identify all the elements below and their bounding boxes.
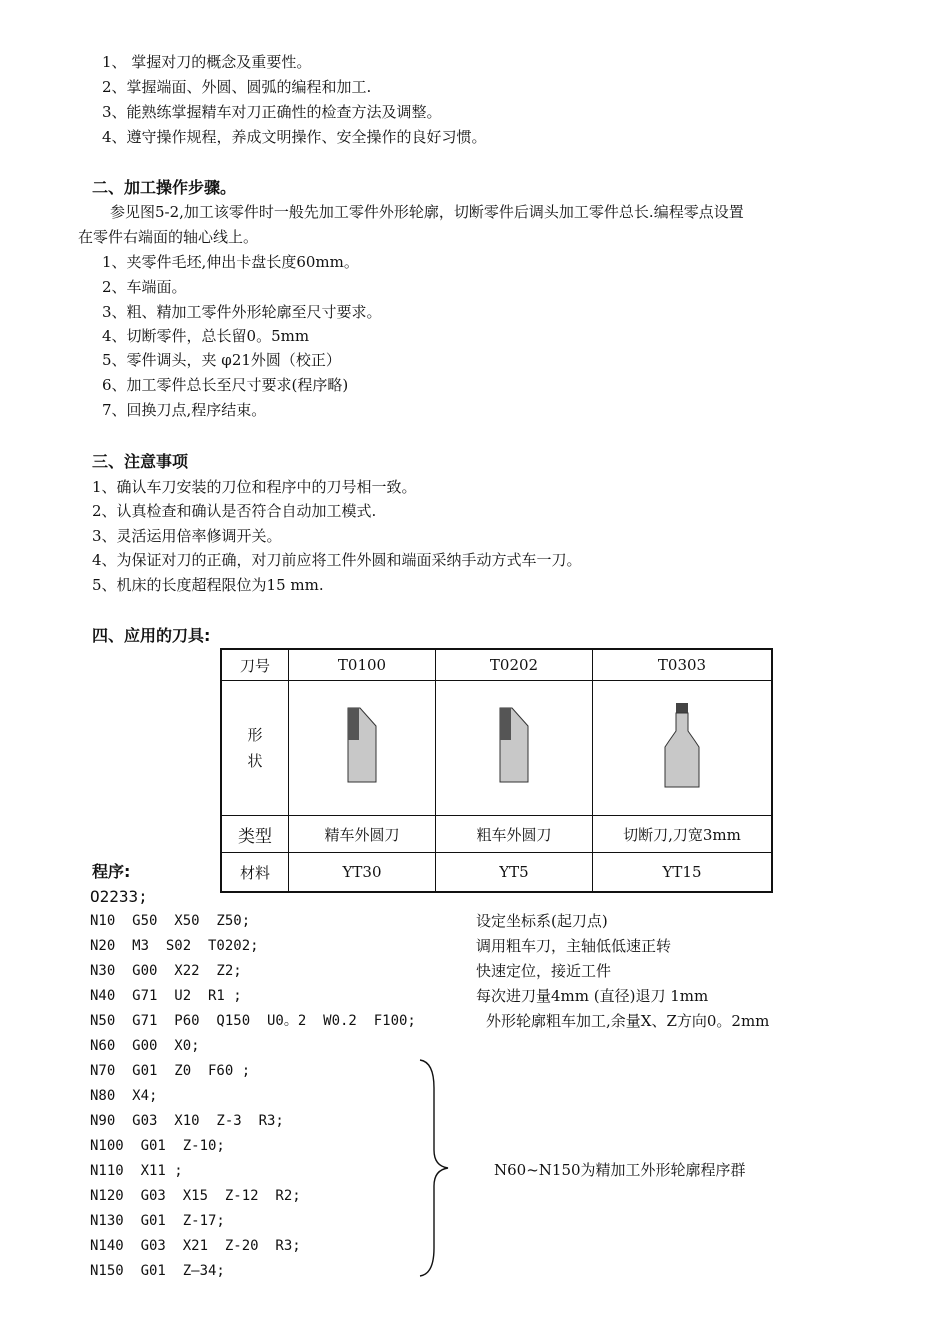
tool-number-cell: T0303 bbox=[593, 649, 773, 681]
tool-number-cell: T0100 bbox=[289, 649, 436, 681]
objective-3: 3、能熟练掌握精车对刀正确性的检查方法及调整。 bbox=[102, 103, 442, 121]
tool-material-cell: YT5 bbox=[436, 853, 593, 893]
section2-intro-1: 参见图5-2,加工该零件时一般先加工零件外形轮廓，切断零件后调头加工零件总长.编程零点设置 bbox=[110, 203, 744, 221]
program-line: N60 G00 X0; bbox=[90, 1038, 200, 1054]
program-line: N40 G71 U2 R1 ; bbox=[90, 988, 242, 1004]
brace-note: N60~N150为精加工外形轮廓程序群 bbox=[494, 1161, 746, 1179]
tools-table bbox=[220, 648, 773, 893]
tool-number-cell: T0202 bbox=[436, 649, 593, 681]
program-comment: 外形轮廓粗车加工,余量X、Z方向0。2mm bbox=[486, 1012, 770, 1030]
program-line: N130 G01 Z-17; bbox=[90, 1213, 225, 1229]
objective-2: 2、掌握端面、外圆、圆弧的编程和加工. bbox=[102, 78, 372, 96]
note-1: 1、确认车刀安装的刀位和程序中的刀号相一致。 bbox=[92, 478, 417, 496]
program-line: N50 G71 P60 Q150 U0。2 W0.2 F100; bbox=[90, 1013, 416, 1029]
note-3: 3、灵活运用倍率修调开关。 bbox=[92, 527, 282, 545]
material-label-cell: 材料 bbox=[221, 853, 289, 893]
step-3: 3、粗、精加工零件外形轮廓至尺寸要求。 bbox=[102, 303, 382, 321]
step-7: 7、回换刀点,程序结束。 bbox=[102, 401, 267, 419]
note-4: 4、为保证对刀的正确，对刀前应将工件外圆和端面采纳手动方式车一刀。 bbox=[92, 551, 582, 569]
objective-4: 4、遵守操作规程，养成文明操作、安全操作的良好习惯。 bbox=[102, 128, 487, 146]
program-comment: 每次进刀量4mm (直径)退刀 1mm bbox=[476, 987, 709, 1005]
tool-type-cell: 精车外圆刀 bbox=[289, 816, 436, 853]
tool-type-cell: 切断刀,刀宽3mm bbox=[593, 816, 773, 853]
step-5: 5、零件调头，夹 φ21外圆（校正） bbox=[102, 351, 341, 369]
step-1: 1、夹零件毛坯,伸出卡盘长度60mm。 bbox=[102, 253, 359, 271]
program-name: O2233; bbox=[90, 887, 148, 906]
header-label-cell: 刀号 bbox=[221, 649, 289, 681]
program-comment: 设定坐标系(起刀点) bbox=[476, 912, 608, 930]
roughing-tool-icon bbox=[494, 706, 534, 786]
program-line: N30 G00 X22 Z2; bbox=[90, 963, 242, 979]
program-line: N90 G03 X10 Z-3 R3; bbox=[90, 1113, 284, 1129]
note-5: 5、机床的长度超程限位为15 mm. bbox=[92, 576, 324, 594]
type-label-cell: 类型 bbox=[221, 816, 289, 853]
program-line: N10 G50 X50 Z50; bbox=[90, 913, 251, 929]
program-line: N110 X11 ; bbox=[90, 1163, 183, 1179]
section3-title: 三、注意事项 bbox=[92, 452, 189, 471]
step-6: 6、加工零件总长至尺寸要求(程序略) bbox=[102, 376, 349, 394]
section2-intro-2: 在零件右端面的轴心线上。 bbox=[78, 228, 259, 246]
shape-label-cell bbox=[221, 681, 289, 816]
step-2: 2、车端面。 bbox=[102, 278, 187, 296]
program-line: N70 G01 Z0 F60 ; bbox=[90, 1063, 251, 1079]
tool-shape-cell bbox=[436, 681, 593, 816]
shape-label-char-1: 形 bbox=[247, 726, 263, 744]
program-line: N140 G03 X21 Z-20 R3; bbox=[90, 1238, 301, 1254]
program-line: N100 G01 Z-10; bbox=[90, 1138, 225, 1154]
program-comment: 快速定位，接近工件 bbox=[476, 962, 612, 980]
program-comment: 调用粗车刀，主轴低低速正转 bbox=[476, 937, 672, 955]
right-brace bbox=[418, 1058, 458, 1278]
parting-tool-icon bbox=[659, 701, 705, 791]
program-line: N120 G03 X15 Z-12 R2; bbox=[90, 1188, 301, 1204]
note-2: 2、认真检查和确认是否符合自动加工模式. bbox=[92, 502, 377, 520]
tool-material-cell: YT15 bbox=[593, 853, 773, 893]
section2-title: 二、加工操作步骤。 bbox=[92, 178, 237, 197]
tool-shape-cell bbox=[593, 681, 773, 816]
program-line: N150 G01 Z—34; bbox=[90, 1263, 225, 1279]
tool-type-cell: 粗车外圆刀 bbox=[436, 816, 593, 853]
section4-title: 四、应用的刀具: bbox=[92, 626, 211, 645]
objective-1: 1、 掌握对刀的概念及重要性。 bbox=[102, 53, 312, 71]
tool-material-cell: YT30 bbox=[289, 853, 436, 893]
program-line: N80 X4; bbox=[90, 1088, 158, 1104]
shape-label-char-2: 状 bbox=[247, 752, 263, 770]
step-4: 4、切断零件，总长留0。5mm bbox=[102, 327, 310, 345]
program-title: 程序: bbox=[92, 862, 131, 881]
program-line: N20 M3 S02 T0202; bbox=[90, 938, 259, 954]
tool-shape-cell bbox=[289, 681, 436, 816]
finishing-tool-icon bbox=[342, 706, 382, 786]
